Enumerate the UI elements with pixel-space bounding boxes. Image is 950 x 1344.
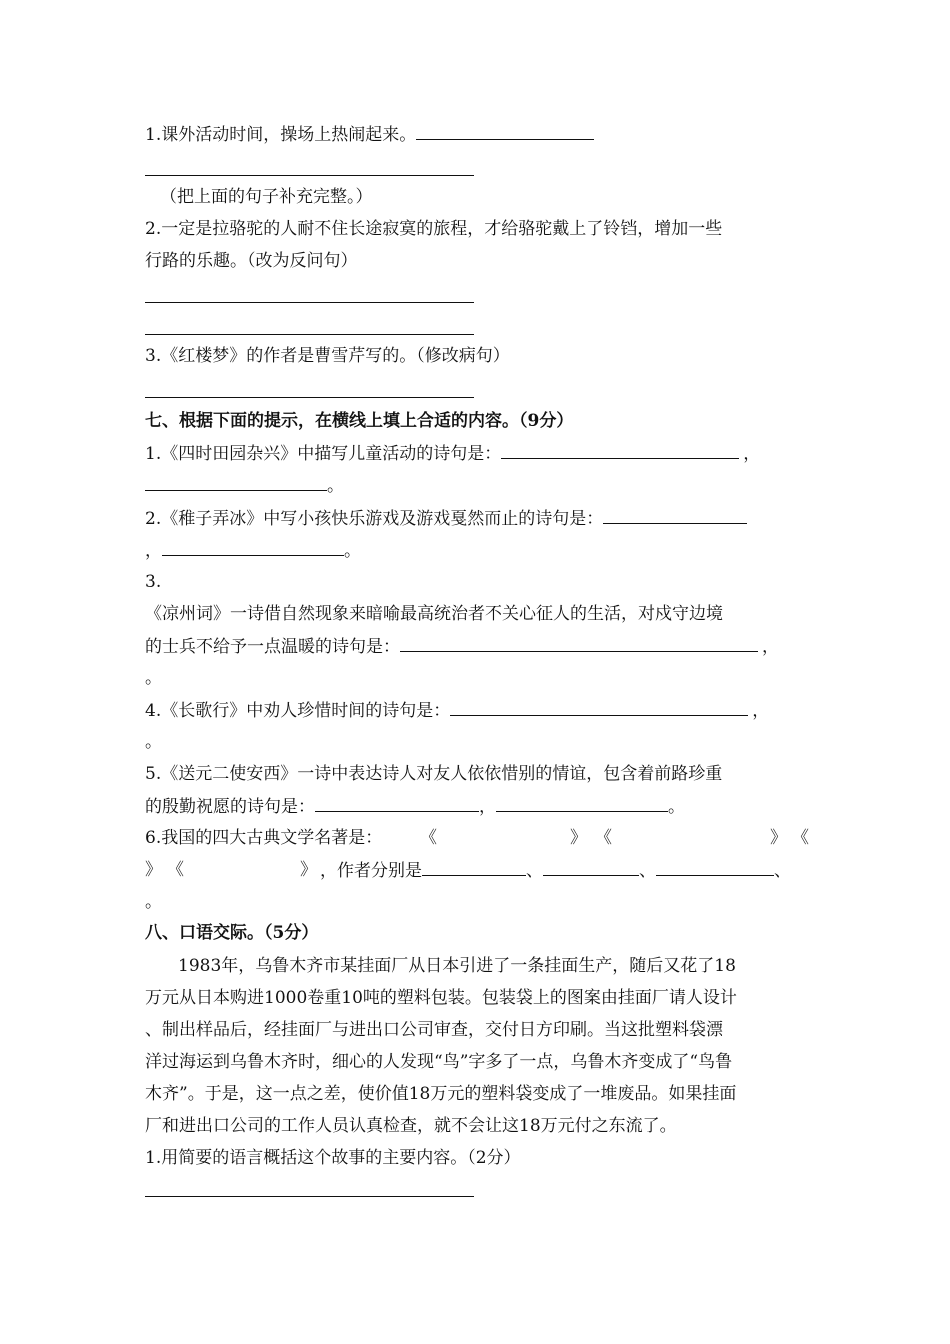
answer-blank[interactable] <box>162 539 344 556</box>
answer-blank[interactable] <box>501 442 739 459</box>
p6-q2-line1: 2.一定是拉骆驼的人耐不住长途寂寞的旅程，才给骆驼戴上了铃铛，增加一些 <box>145 219 723 239</box>
p6-q1: 1.课外活动时间，操场上热闹起来。 <box>145 123 594 146</box>
answer-blank[interactable] <box>496 795 668 812</box>
p7-q3-num: 3. <box>145 572 162 592</box>
p7-q2-cont: ， 。 <box>145 541 361 561</box>
answer-blank[interactable] <box>422 859 526 876</box>
answer-blank[interactable] <box>656 859 774 876</box>
p7-q4-end: 。 <box>145 732 162 752</box>
answer-blank[interactable] <box>416 123 594 140</box>
p6-q1-note: （把上面的句子补充完整。） <box>160 187 373 207</box>
p6-q3: 3.《红楼梦》的作者是曹雪芹写的。（修改病句） <box>145 346 510 366</box>
answer-blank[interactable] <box>400 635 758 652</box>
p7-q3-line2: 的士兵不给予一点温暖的诗句是： ， <box>145 637 779 657</box>
answer-line[interactable] <box>145 1196 474 1197</box>
section-title-7: 七、根据下面的提示，在横线上填上合适的内容。（9分） <box>145 411 574 431</box>
answer-blank[interactable] <box>603 507 747 524</box>
p7-q6-end: 。 <box>145 892 162 912</box>
p7-q6: 6.我国的四大古典文学名著是： 《 》 《 》 《 <box>145 828 809 848</box>
p7-q3-end: 。 <box>145 668 162 688</box>
exam-page: 1.课外活动时间，操场上热闹起来。 （把上面的句子补充完整。） 2.一定是拉骆驼的人耐不住长途寂寞的旅程，才给骆驼戴上了铃铛，增加一些 行路的乐趣。（改为反问句） 3.《红楼梦》的作者是曹雪芹写的。（修改病句） 七、根据下面的提示，在横线上填上合适的内容。（9分） 1.《四时田园杂兴》中描写儿童活动的诗句是： ， 。 2.《稚子弄冰》中写小孩快乐游戏及游戏戛然而止的诗句是： ， 。 3. 《凉州词》一诗借自然现象来暗喻最高统治者不关心征人的生活，对戍守边境 的士兵不给予一点温暖的诗句是： ， 。 4.《长歌行》中劝人珍惜时间的诗句是： ， 。 5.《送元二使安西》一诗中表达诗人对友人依依惜别的情谊，包含着前路珍重 的殷勤祝愿的诗句是： ， 。 6.我国的四大古典文学名著是： 《 》 《 》 《 》 《 》 ，作者分别是 、 、 、 。 八、口语交际。（5分） 1983年，乌鲁木齐市某挂面厂从日本引进了一条挂面生产，随后又花了18 万元从日本购进1000卷重10吨的塑料包装。包装袋上的图案由挂面厂请人设计 、制出样品后，经挂面厂与进出口公司审查，交付日方印刷。当这批塑料袋漂 洋过海运到乌鲁木齐时，细心的人发现“鸟”字多了一点，乌鲁木齐变成了“鸟鲁 木齐”。于是，这一点之差，使价值18万元的塑料袋变成了一堆废品。如果挂面 厂和进出口公司的工作人员认真检查，就不会让这18万元付之东流了。 1.用简要的语言概括这个故事的主要内容。（2分） <box>0 0 950 1344</box>
story-line: 洋过海运到乌鲁木齐时，细心的人发现“鸟”字多了一点，乌鲁木齐变成了“鸟鲁 <box>145 1052 733 1072</box>
section-title-8: 八、口语交际。（5分） <box>145 923 319 943</box>
p7-q4: 4.《长歌行》中劝人珍惜时间的诗句是： ， <box>145 701 770 721</box>
answer-line[interactable] <box>145 397 474 398</box>
answer-line[interactable] <box>145 175 474 176</box>
p6-q2-line2: 行路的乐趣。（改为反问句） <box>145 251 358 271</box>
p7-q3-line1: 《凉州词》一诗借自然现象来暗喻最高统治者不关心征人的生活，对戍守边境 <box>145 604 723 624</box>
p8-q1: 1.用简要的语言概括这个故事的主要内容。（2分） <box>145 1148 521 1168</box>
p7-q5-line2: 的殷勤祝愿的诗句是： ， 。 <box>145 797 685 817</box>
p7-q1: 1.《四时田园杂兴》中描写儿童活动的诗句是： ， <box>145 444 761 464</box>
story-line: 万元从日本购进1000卷重10吨的塑料包装。包装袋上的图案由挂面厂请人设计 <box>145 988 737 1008</box>
p7-q2: 2.《稚子弄冰》中写小孩快乐游戏及游戏戛然而止的诗句是： <box>145 507 747 530</box>
story-line: 厂和进出口公司的工作人员认真检查，就不会让这18万元付之东流了。 <box>145 1116 677 1136</box>
story-line: 、制出样品后，经挂面厂与进出口公司审查，交付日方印刷。当这批塑料袋漂 <box>145 1020 723 1040</box>
answer-line[interactable] <box>145 334 474 335</box>
p7-q1-cont: 。 <box>145 474 344 497</box>
story-line: 1983年，乌鲁木齐市某挂面厂从日本引进了一条挂面生产，随后又花了18 <box>178 956 736 976</box>
answer-blank[interactable] <box>315 795 479 812</box>
answer-blank[interactable] <box>145 474 327 491</box>
p7-q5-line1: 5.《送元二使安西》一诗中表达诗人对友人依依惜别的情谊，包含着前路珍重 <box>145 764 723 784</box>
story-line: 木齐”。于是，这一点之差，使价值18万元的塑料袋变成了一堆废品。如果挂面 <box>145 1084 737 1104</box>
answer-line[interactable] <box>145 302 474 303</box>
answer-blank[interactable] <box>450 699 748 716</box>
answer-blank[interactable] <box>543 859 639 876</box>
